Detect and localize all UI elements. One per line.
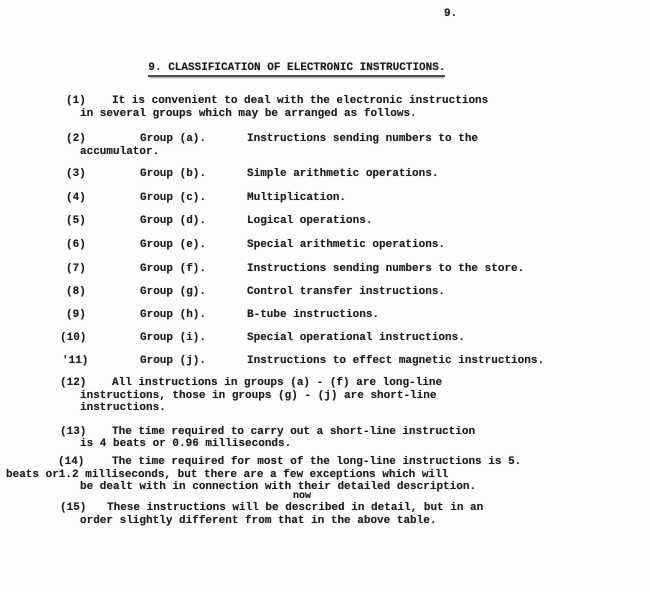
group-2-label: Group (a). [140,133,207,145]
group-2-number: (2) [66,133,86,145]
group-4-number: (4) [66,192,86,204]
para-15-line-2: order slightly different from that in the above table. [80,515,437,527]
group-10-desc: Special operational instructions. [247,332,465,344]
para-14-line-1: The time required for most of the long-line instructions is 5. [112,456,522,468]
page-number: 9. [444,8,458,20]
page-title [122,50,445,86]
group-4-desc: Multiplication. [247,192,347,204]
group-9-number: (9) [66,309,86,321]
para-13-line-1: The time required to carry out a short-line instruction [112,426,476,438]
group-5-label: Group (d). [140,215,207,227]
group-2-desc: Instructions sending numbers to the [247,133,479,145]
para-1-number: (1) [66,95,86,107]
inserted-word: now [293,491,312,502]
para-13-line-2: is 4 beats or 0.96 milliseconds. [80,438,292,450]
group-7-number: (7) [66,263,86,275]
group-10-number: (10) [60,332,87,344]
group-11-label: Group (j). [140,355,207,367]
para-14-line-3: be dealt with in connection with their detailed description. [80,481,477,493]
group-9-desc: B-tube instructions. [247,309,380,321]
para-12-line-1: All instructions in groups (a) - (f) are long-line [112,377,443,389]
para-14-line-2: beats or1.2 milliseconds, but there are a few exceptions which will [6,469,449,481]
group-8-label: Group (g). [140,286,207,298]
group-10-label: Group (i). [140,332,207,344]
group-5-desc: Logical operations. [247,215,373,227]
para-15-number: (15) [60,502,87,514]
group-5-number: (5) [66,215,86,227]
group-3-number: (3) [66,168,86,180]
para-14-number: (14) [58,456,85,468]
group-4-label: Group (c). [140,192,207,204]
group-6-desc: Special arithmetic operations. [247,239,446,251]
para-13-number: (13) [60,426,87,438]
group-11-desc: Instructions to effect magnetic instructions. [247,355,545,367]
group-3-desc: Simple arithmetic operations. [247,168,439,180]
para-12-line-2: instructions, those in groups (g) - (j) are short-line [80,390,437,402]
group-9-label: Group (h). [140,309,207,321]
group-2-desc-cont: accumulator. [80,146,160,158]
group-6-number: (6) [66,239,86,251]
group-7-label: Group (f). [140,263,207,275]
group-3-label: Group (b). [140,168,207,180]
group-8-desc: Control transfer instructions. [247,286,446,298]
para-15-line-1: These instructions will be described in detail, but in an [107,502,484,514]
para-1-line-1: It is convenient to deal with the electronic instructions [112,95,489,107]
para-1-line-2: in several groups which may be arranged as follows. [80,108,417,120]
group-11-number: '11) [62,355,89,367]
para-12-number: (12) [60,377,87,389]
group-7-desc: Instructions sending numbers to the store. [247,263,525,275]
group-6-label: Group (e). [140,239,207,251]
group-8-number: (8) [66,286,86,298]
page-title-text: 9. CLASSIFICATION OF ELECTRONIC INSTRUCTIONS. [148,62,445,77]
para-12-line-3: instructions. [80,402,166,414]
